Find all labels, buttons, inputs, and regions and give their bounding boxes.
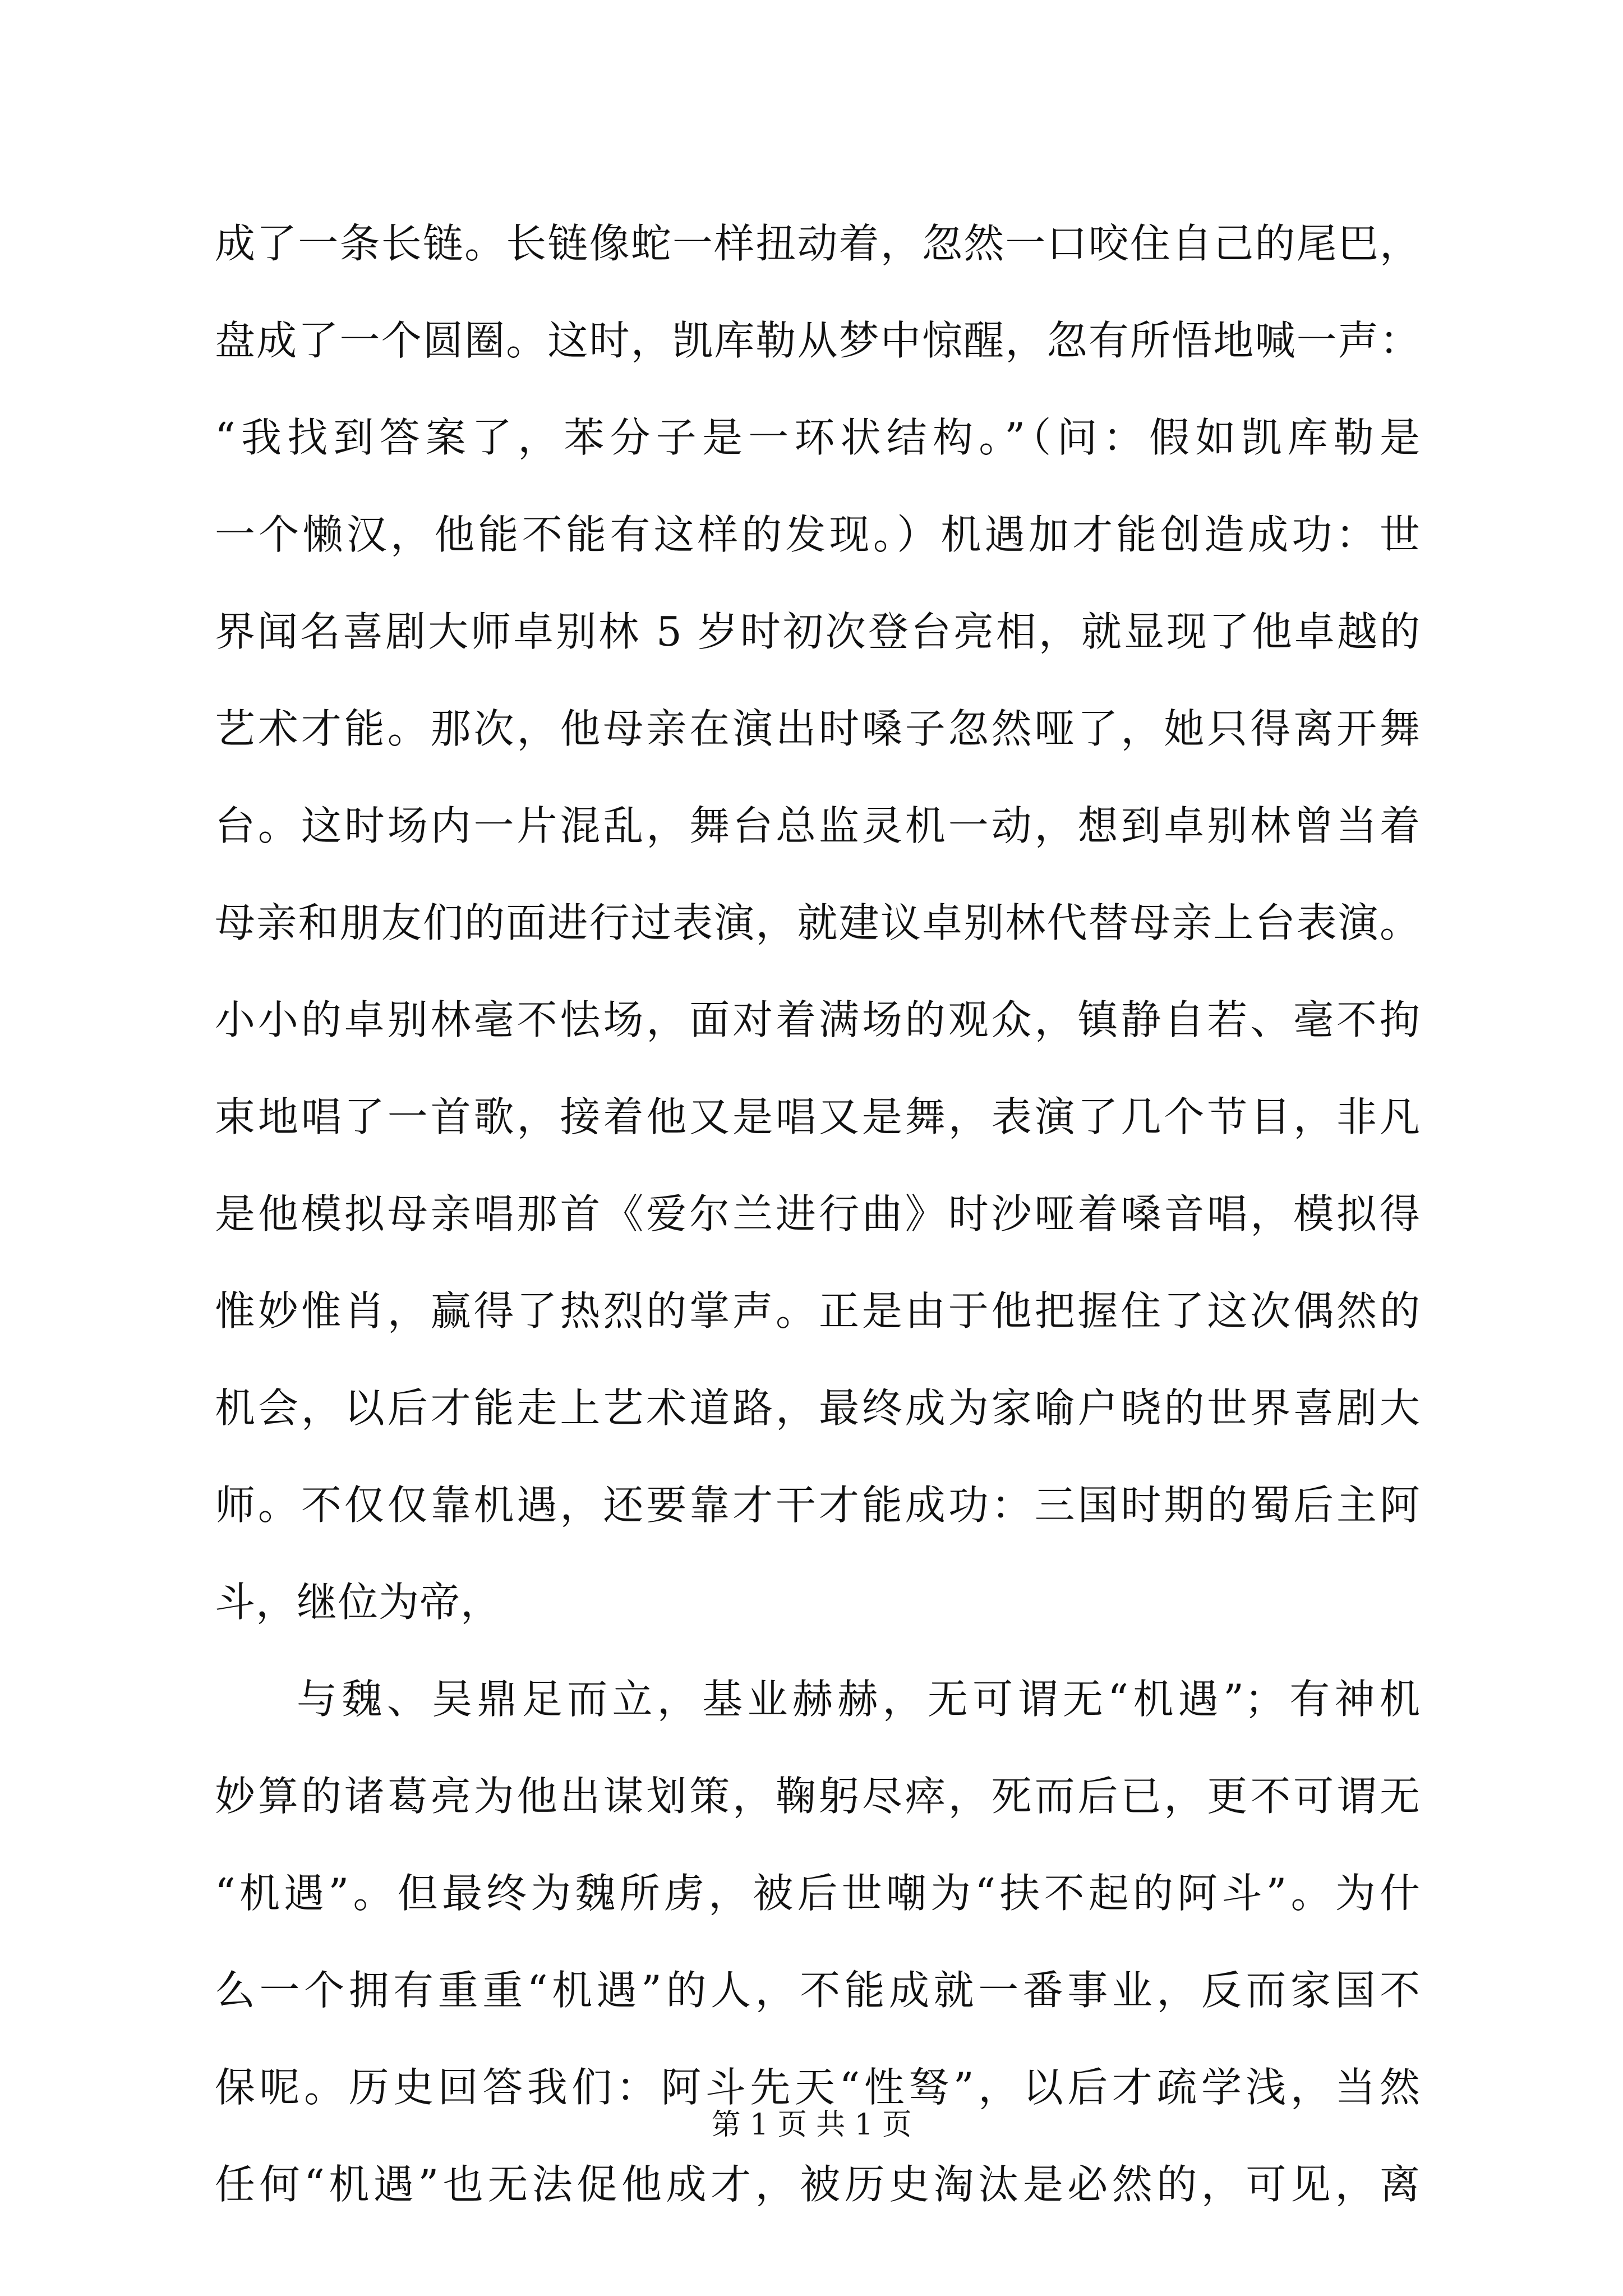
text-line: 妙算的诸葛亮为他出谋划策，鞠躬尽瘁，死而后已，更不可谓无 bbox=[215, 1773, 1421, 1820]
text-line: “我找到答案了，苯分子是一环状结构。”（问：假如凯库勒是 bbox=[215, 414, 1421, 461]
text-line: 台。这时场内一片混乱，舞台总监灵机一动，想到卓别林曾当着 bbox=[215, 802, 1421, 849]
text-line: 任何“机遇”也无法促他成才，被历史淘汰是必然的，可见，离 bbox=[215, 2161, 1421, 2208]
text-line-paragraph-start: 与魏、吴鼎足而立，基业赫赫，无可谓无“机遇”；有神机 bbox=[297, 1676, 1421, 1723]
text-line: 成了一条长链。长链像蛇一样扭动着，忽然一口咬住自己的尾巴， bbox=[215, 220, 1421, 267]
text-line: 机会，以后才能走上艺术道路，最终成为家喻户晓的世界喜剧大 bbox=[215, 1384, 1421, 1432]
text-line: “机遇”。但最终为魏所虏，被后世嘲为“扶不起的阿斗”。为什 bbox=[215, 1870, 1421, 1917]
text-line: 界闻名喜剧大师卓别林 5 岁时初次登台亮相，就显现了他卓越的 bbox=[215, 608, 1421, 655]
text-line: 盘成了一个圆圈。这时，凯库勒从梦中惊醒，忽有所悟地喊一声： bbox=[215, 317, 1421, 364]
text-line: 一个懒汉，他能不能有这样的发现。）机遇加才能创造成功：世 bbox=[215, 511, 1421, 558]
text-line: 惟妙惟肖，赢得了热烈的掌声。正是由于他把握住了这次偶然的 bbox=[215, 1287, 1421, 1335]
text-line: 束地唱了一首歌，接着他又是唱又是舞，表演了几个节目，非凡 bbox=[215, 1093, 1421, 1140]
text-line: 母亲和朋友们的面进行过表演，就建议卓别林代替母亲上台表演。 bbox=[215, 899, 1421, 946]
text-line: 艺术才能。那次，他母亲在演出时嗓子忽然哑了，她只得离开舞 bbox=[215, 705, 1421, 752]
page-footer: 第 1 页 共 1 页 bbox=[711, 2108, 912, 2142]
text-line: 保呢。历史回答我们：阿斗先天“性驽”，以后才疏学浅，当然 bbox=[215, 2064, 1421, 2111]
text-line: 么一个拥有重重“机遇”的人，不能成就一番事业，反而家国不 bbox=[215, 1967, 1421, 2014]
text-line: 是他模拟母亲唱那首《爱尔兰进行曲》时沙哑着嗓音唱，模拟得 bbox=[215, 1190, 1421, 1237]
body-text bbox=[215, 195, 1421, 2233]
text-line: 师。不仅仅靠机遇，还要靠才干才能成功：三国时期的蜀后主阿 bbox=[215, 1481, 1421, 1529]
text-line: 小小的卓别林毫不怯场，面对着满场的观众，镇静自若、毫不拘 bbox=[215, 996, 1421, 1043]
text-line: 斗，继位为帝， bbox=[215, 1579, 502, 1626]
